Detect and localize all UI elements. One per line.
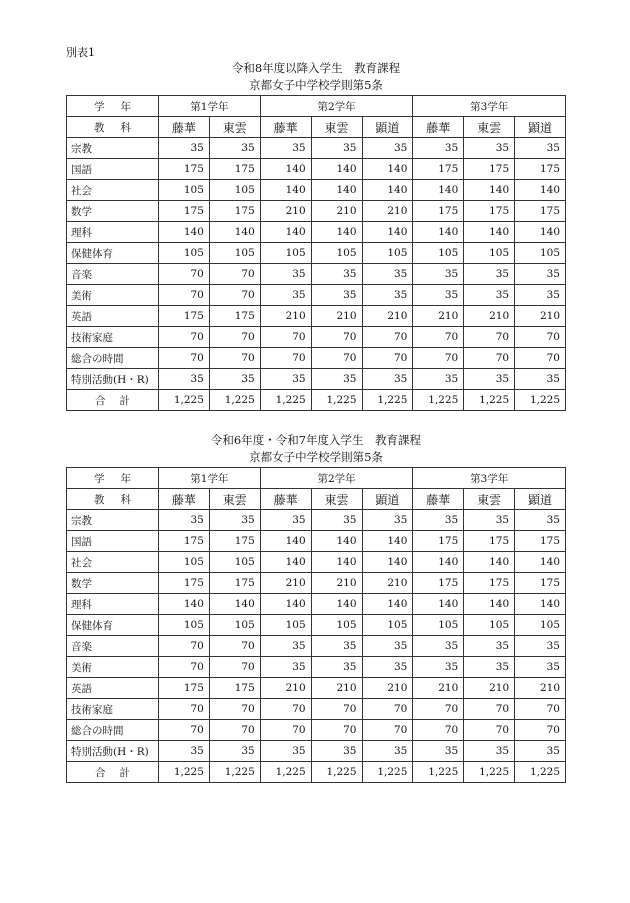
subject-name: 音楽 bbox=[67, 636, 159, 657]
hours-cell: 105 bbox=[413, 615, 464, 636]
total-cell: 1,225 bbox=[464, 390, 515, 411]
hours-cell: 175 bbox=[209, 306, 260, 327]
hours-cell: 105 bbox=[515, 615, 566, 636]
table-row bbox=[67, 699, 566, 720]
hours-cell: 70 bbox=[260, 720, 311, 741]
hours-cell: 210 bbox=[260, 306, 311, 327]
hours-cell: 105 bbox=[260, 615, 311, 636]
hours-cell: 140 bbox=[260, 180, 311, 201]
hours-cell: 35 bbox=[464, 285, 515, 306]
course-label: 東雲 bbox=[209, 489, 260, 510]
hours-cell: 35 bbox=[209, 138, 260, 159]
subject-name: 保健体育 bbox=[67, 243, 159, 264]
hours-cell: 105 bbox=[464, 243, 515, 264]
hours-cell: 70 bbox=[159, 657, 210, 678]
hours-cell: 35 bbox=[362, 741, 413, 762]
hours-cell: 35 bbox=[362, 138, 413, 159]
table-row bbox=[67, 159, 566, 180]
hours-cell: 140 bbox=[362, 180, 413, 201]
hours-cell: 105 bbox=[362, 615, 413, 636]
hours-cell: 35 bbox=[464, 138, 515, 159]
hours-cell: 105 bbox=[159, 243, 210, 264]
subject-name: 特別活動(H・R) bbox=[67, 369, 159, 390]
hours-cell: 70 bbox=[515, 327, 566, 348]
hours-cell: 35 bbox=[515, 636, 566, 657]
hours-cell: 105 bbox=[464, 615, 515, 636]
hours-cell: 35 bbox=[260, 369, 311, 390]
hours-cell: 35 bbox=[515, 285, 566, 306]
hours-cell: 70 bbox=[413, 348, 464, 369]
hours-cell: 140 bbox=[464, 552, 515, 573]
hours-cell: 140 bbox=[515, 552, 566, 573]
hours-cell: 175 bbox=[209, 531, 260, 552]
hours-cell: 70 bbox=[159, 720, 210, 741]
hours-cell: 70 bbox=[159, 264, 210, 285]
hours-cell: 35 bbox=[464, 657, 515, 678]
hours-cell: 140 bbox=[209, 222, 260, 243]
subject-name: 総合の時間 bbox=[67, 720, 159, 741]
total-label: 合計 bbox=[67, 390, 159, 411]
table-row bbox=[67, 306, 566, 327]
hours-cell: 175 bbox=[159, 159, 210, 180]
hours-cell: 210 bbox=[362, 573, 413, 594]
subject-name: 技術家庭 bbox=[67, 699, 159, 720]
course-label: 東雲 bbox=[311, 117, 362, 138]
hours-cell: 70 bbox=[311, 699, 362, 720]
hours-cell: 140 bbox=[515, 594, 566, 615]
course-label: 東雲 bbox=[464, 489, 515, 510]
grade-label: 第1学年 bbox=[159, 96, 261, 117]
course-label: 顕道 bbox=[362, 117, 413, 138]
hours-cell: 70 bbox=[464, 720, 515, 741]
course-label: 藤華 bbox=[260, 489, 311, 510]
hours-cell: 210 bbox=[413, 678, 464, 699]
hours-cell: 35 bbox=[413, 285, 464, 306]
hours-cell: 70 bbox=[515, 348, 566, 369]
hours-cell: 175 bbox=[413, 573, 464, 594]
hours-cell: 175 bbox=[464, 531, 515, 552]
total-label: 合計 bbox=[67, 762, 159, 783]
subject-name: 英語 bbox=[67, 678, 159, 699]
hours-cell: 140 bbox=[515, 222, 566, 243]
hours-cell: 210 bbox=[464, 678, 515, 699]
hours-cell: 140 bbox=[362, 552, 413, 573]
hours-cell: 35 bbox=[159, 741, 210, 762]
table-row bbox=[67, 222, 566, 243]
hours-cell: 210 bbox=[515, 678, 566, 699]
total-cell: 1,225 bbox=[413, 390, 464, 411]
subject-name: 宗教 bbox=[67, 138, 159, 159]
table-row bbox=[67, 594, 566, 615]
hours-cell: 140 bbox=[260, 531, 311, 552]
hours-cell: 140 bbox=[159, 222, 210, 243]
table-title: 令和8年度以降入学生 教育課程 bbox=[231, 61, 401, 75]
hours-cell: 70 bbox=[159, 636, 210, 657]
table-row bbox=[67, 264, 566, 285]
hours-cell: 35 bbox=[362, 636, 413, 657]
curriculum-table bbox=[66, 467, 566, 783]
table-row bbox=[67, 657, 566, 678]
total-cell: 1,225 bbox=[209, 390, 260, 411]
hours-cell: 35 bbox=[209, 369, 260, 390]
hours-cell: 35 bbox=[260, 264, 311, 285]
subject-name: 理科 bbox=[67, 594, 159, 615]
hours-cell: 35 bbox=[413, 636, 464, 657]
course-label: 藤華 bbox=[159, 489, 210, 510]
table-row bbox=[67, 615, 566, 636]
hours-cell: 175 bbox=[515, 201, 566, 222]
hours-cell: 140 bbox=[413, 180, 464, 201]
hours-cell: 175 bbox=[464, 201, 515, 222]
hours-cell: 70 bbox=[362, 699, 413, 720]
total-cell: 1,225 bbox=[311, 762, 362, 783]
hours-cell: 175 bbox=[515, 159, 566, 180]
hours-cell: 140 bbox=[413, 552, 464, 573]
hours-cell: 70 bbox=[209, 285, 260, 306]
hours-cell: 175 bbox=[159, 573, 210, 594]
course-label: 東雲 bbox=[311, 489, 362, 510]
hours-cell: 35 bbox=[515, 657, 566, 678]
total-cell: 1,225 bbox=[515, 762, 566, 783]
hours-cell: 70 bbox=[362, 348, 413, 369]
course-label: 藤華 bbox=[260, 117, 311, 138]
hours-cell: 70 bbox=[159, 327, 210, 348]
hours-cell: 210 bbox=[362, 201, 413, 222]
hours-cell: 70 bbox=[515, 720, 566, 741]
subject-name: 英語 bbox=[67, 306, 159, 327]
hours-cell: 210 bbox=[464, 306, 515, 327]
hours-cell: 35 bbox=[311, 138, 362, 159]
hours-cell: 35 bbox=[260, 138, 311, 159]
total-cell: 1,225 bbox=[260, 762, 311, 783]
hours-cell: 105 bbox=[209, 615, 260, 636]
hours-cell: 70 bbox=[260, 699, 311, 720]
hours-cell: 70 bbox=[159, 699, 210, 720]
hours-cell: 140 bbox=[260, 222, 311, 243]
hours-cell: 105 bbox=[209, 180, 260, 201]
total-cell: 1,225 bbox=[362, 390, 413, 411]
table-row bbox=[67, 720, 566, 741]
hours-cell: 140 bbox=[311, 552, 362, 573]
hours-cell: 140 bbox=[362, 594, 413, 615]
hours-cell: 210 bbox=[260, 573, 311, 594]
hours-cell: 210 bbox=[260, 678, 311, 699]
hours-cell: 210 bbox=[311, 201, 362, 222]
hours-cell: 140 bbox=[311, 159, 362, 180]
hours-cell: 105 bbox=[159, 180, 210, 201]
course-label: 藤華 bbox=[413, 117, 464, 138]
total-cell: 1,225 bbox=[413, 762, 464, 783]
hours-cell: 210 bbox=[311, 573, 362, 594]
total-row bbox=[67, 390, 566, 411]
hours-cell: 210 bbox=[362, 678, 413, 699]
hours-cell: 35 bbox=[260, 285, 311, 306]
hours-cell: 140 bbox=[362, 222, 413, 243]
hours-cell: 140 bbox=[209, 594, 260, 615]
hours-cell: 70 bbox=[311, 348, 362, 369]
table-row bbox=[67, 243, 566, 264]
total-cell: 1,225 bbox=[464, 762, 515, 783]
hours-cell: 35 bbox=[464, 369, 515, 390]
hours-cell: 35 bbox=[362, 657, 413, 678]
hours-cell: 35 bbox=[515, 510, 566, 531]
hours-cell: 35 bbox=[515, 264, 566, 285]
hours-cell: 175 bbox=[159, 201, 210, 222]
hours-cell: 70 bbox=[413, 327, 464, 348]
grade-label: 第3学年 bbox=[413, 96, 566, 117]
hours-cell: 175 bbox=[413, 531, 464, 552]
hours-cell: 35 bbox=[515, 741, 566, 762]
table-subtitle: 京都女子中学校学則第5条 bbox=[249, 450, 383, 464]
hours-cell: 210 bbox=[260, 201, 311, 222]
course-label: 藤華 bbox=[159, 117, 210, 138]
hours-cell: 210 bbox=[311, 306, 362, 327]
curriculum-section-r6-r7 bbox=[66, 432, 566, 783]
hours-cell: 105 bbox=[362, 243, 413, 264]
hours-cell: 140 bbox=[260, 594, 311, 615]
subject-name: 技術家庭 bbox=[67, 327, 159, 348]
hours-cell: 35 bbox=[362, 369, 413, 390]
hours-cell: 70 bbox=[260, 327, 311, 348]
grade-header: 学年 bbox=[67, 96, 159, 117]
hours-cell: 175 bbox=[413, 201, 464, 222]
table-row bbox=[67, 201, 566, 222]
hours-cell: 35 bbox=[311, 636, 362, 657]
hours-cell: 105 bbox=[515, 243, 566, 264]
total-cell: 1,225 bbox=[311, 390, 362, 411]
total-cell: 1,225 bbox=[362, 762, 413, 783]
hours-cell: 70 bbox=[515, 699, 566, 720]
table-row bbox=[67, 678, 566, 699]
hours-cell: 35 bbox=[311, 369, 362, 390]
hours-cell: 70 bbox=[209, 699, 260, 720]
table-row bbox=[67, 531, 566, 552]
hours-cell: 105 bbox=[159, 552, 210, 573]
hours-cell: 35 bbox=[311, 657, 362, 678]
hours-cell: 105 bbox=[413, 243, 464, 264]
course-header-row bbox=[67, 117, 566, 138]
hours-cell: 35 bbox=[413, 510, 464, 531]
grade-header: 学年 bbox=[67, 468, 159, 489]
total-cell: 1,225 bbox=[159, 762, 210, 783]
hours-cell: 70 bbox=[464, 348, 515, 369]
hours-cell: 105 bbox=[209, 243, 260, 264]
subject-header: 教科 bbox=[67, 489, 159, 510]
subject-header: 教科 bbox=[67, 117, 159, 138]
table-row bbox=[67, 348, 566, 369]
hours-cell: 70 bbox=[159, 285, 210, 306]
course-label: 顕道 bbox=[515, 489, 566, 510]
hours-cell: 70 bbox=[209, 264, 260, 285]
hours-cell: 35 bbox=[260, 636, 311, 657]
hours-cell: 35 bbox=[464, 741, 515, 762]
hours-cell: 140 bbox=[159, 594, 210, 615]
hours-cell: 140 bbox=[311, 531, 362, 552]
hours-cell: 210 bbox=[362, 306, 413, 327]
hours-cell: 35 bbox=[260, 510, 311, 531]
table-row bbox=[67, 636, 566, 657]
hours-cell: 175 bbox=[159, 531, 210, 552]
hours-cell: 70 bbox=[413, 720, 464, 741]
hours-cell: 140 bbox=[311, 180, 362, 201]
hours-cell: 175 bbox=[209, 573, 260, 594]
subject-name: 数学 bbox=[67, 201, 159, 222]
grade-header-row bbox=[67, 468, 566, 489]
subject-name: 国語 bbox=[67, 159, 159, 180]
hours-cell: 175 bbox=[159, 678, 210, 699]
table-row bbox=[67, 573, 566, 594]
hours-cell: 35 bbox=[515, 369, 566, 390]
hours-cell: 35 bbox=[515, 138, 566, 159]
course-label: 東雲 bbox=[464, 117, 515, 138]
hours-cell: 175 bbox=[515, 573, 566, 594]
table-row bbox=[67, 138, 566, 159]
hours-cell: 210 bbox=[413, 306, 464, 327]
hours-cell: 35 bbox=[464, 510, 515, 531]
hours-cell: 70 bbox=[464, 327, 515, 348]
total-row bbox=[67, 762, 566, 783]
hours-cell: 35 bbox=[413, 369, 464, 390]
subject-name: 社会 bbox=[67, 552, 159, 573]
grade-header-row bbox=[67, 96, 566, 117]
course-label: 東雲 bbox=[209, 117, 260, 138]
hours-cell: 175 bbox=[159, 306, 210, 327]
hours-cell: 140 bbox=[311, 222, 362, 243]
hours-cell: 35 bbox=[362, 285, 413, 306]
table-title: 令和6年度・令和7年度入学生 教育課程 bbox=[210, 433, 422, 447]
hours-cell: 70 bbox=[209, 636, 260, 657]
hours-cell: 140 bbox=[413, 594, 464, 615]
subject-name: 音楽 bbox=[67, 264, 159, 285]
hours-cell: 140 bbox=[362, 531, 413, 552]
hours-cell: 70 bbox=[311, 327, 362, 348]
subject-name: 保健体育 bbox=[67, 615, 159, 636]
hours-cell: 175 bbox=[413, 159, 464, 180]
total-cell: 1,225 bbox=[159, 390, 210, 411]
hours-cell: 70 bbox=[464, 699, 515, 720]
hours-cell: 35 bbox=[209, 510, 260, 531]
grade-label: 第3学年 bbox=[413, 468, 566, 489]
table-row bbox=[67, 180, 566, 201]
hours-cell: 140 bbox=[413, 222, 464, 243]
total-cell: 1,225 bbox=[515, 390, 566, 411]
grade-label: 第1学年 bbox=[159, 468, 261, 489]
subject-name: 社会 bbox=[67, 180, 159, 201]
total-cell: 1,225 bbox=[209, 762, 260, 783]
hours-cell: 70 bbox=[209, 657, 260, 678]
hours-cell: 70 bbox=[209, 720, 260, 741]
hours-cell: 175 bbox=[209, 201, 260, 222]
grade-label: 第2学年 bbox=[260, 96, 413, 117]
hours-cell: 105 bbox=[209, 552, 260, 573]
hours-cell: 140 bbox=[362, 159, 413, 180]
curriculum-table bbox=[66, 95, 566, 411]
hours-cell: 140 bbox=[464, 222, 515, 243]
hours-cell: 175 bbox=[464, 159, 515, 180]
hours-cell: 35 bbox=[311, 510, 362, 531]
hours-cell: 35 bbox=[311, 285, 362, 306]
hours-cell: 140 bbox=[311, 594, 362, 615]
subject-name: 美術 bbox=[67, 657, 159, 678]
hours-cell: 35 bbox=[362, 510, 413, 531]
hours-cell: 35 bbox=[260, 741, 311, 762]
hours-cell: 35 bbox=[159, 510, 210, 531]
hours-cell: 140 bbox=[260, 159, 311, 180]
hours-cell: 35 bbox=[209, 741, 260, 762]
hours-cell: 70 bbox=[209, 348, 260, 369]
hours-cell: 105 bbox=[311, 243, 362, 264]
hours-cell: 140 bbox=[515, 180, 566, 201]
total-cell: 1,225 bbox=[260, 390, 311, 411]
table-subtitle: 京都女子中学校学則第5条 bbox=[249, 78, 383, 92]
hours-cell: 35 bbox=[159, 138, 210, 159]
table-row bbox=[67, 741, 566, 762]
subject-name: 数学 bbox=[67, 573, 159, 594]
hours-cell: 35 bbox=[413, 657, 464, 678]
hours-cell: 35 bbox=[413, 264, 464, 285]
hours-cell: 105 bbox=[260, 243, 311, 264]
hours-cell: 35 bbox=[413, 138, 464, 159]
subject-name: 美術 bbox=[67, 285, 159, 306]
hours-cell: 70 bbox=[362, 720, 413, 741]
hours-cell: 35 bbox=[311, 264, 362, 285]
grade-label: 第2学年 bbox=[260, 468, 413, 489]
table-row bbox=[67, 552, 566, 573]
hours-cell: 35 bbox=[159, 369, 210, 390]
hours-cell: 35 bbox=[311, 741, 362, 762]
subject-name: 国語 bbox=[67, 531, 159, 552]
table-row bbox=[67, 285, 566, 306]
subject-name: 特別活動(H・R) bbox=[67, 741, 159, 762]
hours-cell: 70 bbox=[159, 348, 210, 369]
hours-cell: 210 bbox=[311, 678, 362, 699]
hours-cell: 70 bbox=[311, 720, 362, 741]
subject-name: 理科 bbox=[67, 222, 159, 243]
hours-cell: 175 bbox=[515, 531, 566, 552]
table-row bbox=[67, 369, 566, 390]
hours-cell: 70 bbox=[413, 699, 464, 720]
hours-cell: 35 bbox=[464, 264, 515, 285]
course-label: 顕道 bbox=[362, 489, 413, 510]
table-row bbox=[67, 327, 566, 348]
hours-cell: 70 bbox=[209, 327, 260, 348]
hours-cell: 175 bbox=[209, 159, 260, 180]
hours-cell: 175 bbox=[464, 573, 515, 594]
hours-cell: 105 bbox=[311, 615, 362, 636]
subject-name: 宗教 bbox=[67, 510, 159, 531]
hours-cell: 210 bbox=[515, 306, 566, 327]
hours-cell: 105 bbox=[159, 615, 210, 636]
page-label: 別表1 bbox=[66, 46, 95, 59]
table-row bbox=[67, 510, 566, 531]
hours-cell: 35 bbox=[362, 264, 413, 285]
hours-cell: 35 bbox=[413, 741, 464, 762]
hours-cell: 140 bbox=[464, 180, 515, 201]
hours-cell: 35 bbox=[260, 657, 311, 678]
subject-name: 総合の時間 bbox=[67, 348, 159, 369]
hours-cell: 140 bbox=[464, 594, 515, 615]
hours-cell: 70 bbox=[260, 348, 311, 369]
hours-cell: 70 bbox=[362, 327, 413, 348]
course-label: 藤華 bbox=[413, 489, 464, 510]
curriculum-section-r8 bbox=[66, 60, 566, 411]
hours-cell: 35 bbox=[464, 636, 515, 657]
hours-cell: 175 bbox=[209, 678, 260, 699]
course-label: 顕道 bbox=[515, 117, 566, 138]
course-header-row bbox=[67, 489, 566, 510]
hours-cell: 140 bbox=[260, 552, 311, 573]
